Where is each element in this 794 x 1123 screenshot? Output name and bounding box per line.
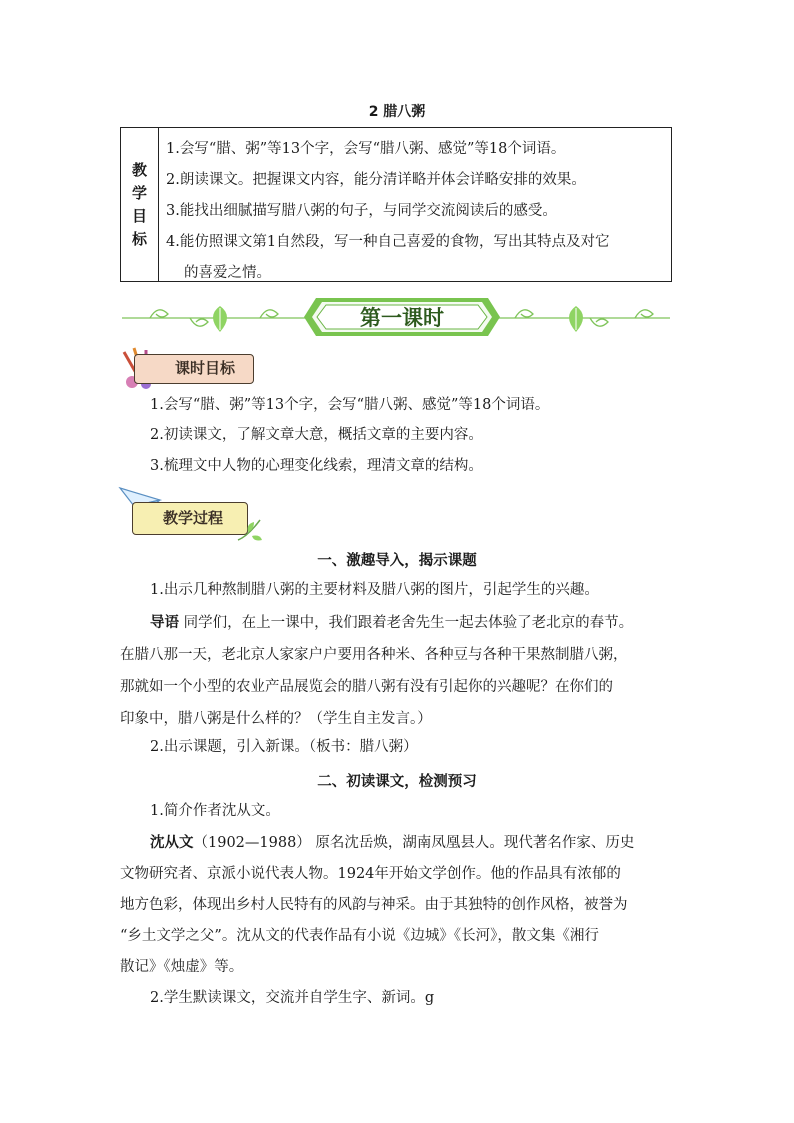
author-paragraph-first-line	[150, 829, 634, 857]
teaching-goals-list	[166, 134, 671, 289]
intro-paragraph-first-line	[150, 609, 633, 637]
goal-item: 2.朗读课文。把握课文内容，能分清详略并体会详略安排的效果。	[166, 172, 586, 188]
author-line: （1902—1988） 原名沈岳焕，湖南凤凰县人。现代著名作家、历史	[193, 835, 635, 851]
goal-item-continued: 的喜爱之情。	[184, 265, 271, 281]
first-lesson-banner	[120, 290, 672, 342]
author-name: 沈从文	[150, 835, 194, 851]
lesson-title: 2 腊八粥	[368, 104, 426, 120]
teaching-goals-table	[120, 127, 672, 282]
goals-label-char: 教	[131, 160, 147, 179]
teaching-goals-label	[121, 128, 159, 281]
goals-label-char: 目	[131, 206, 147, 225]
lesson-goals-badge: 课时目标	[134, 354, 254, 384]
goal-item: 4.能仿照课文第1自然段，写一种自己喜爱的食物，写出其特点及对它	[166, 234, 610, 250]
goals-label-char: 学	[131, 183, 147, 202]
lesson-goal-item: 2.初读课文，了解文章大意，概括文章的主要内容。	[150, 427, 483, 443]
section1-paragraph-1: 1.出示几种熬制腊八粥的主要材料及腊八粥的图片，引起学生的兴趣。	[150, 582, 599, 598]
banner-label: 第一课时	[360, 306, 444, 330]
goals-label-char: 标	[131, 229, 147, 248]
goal-item: 1.会写“腊、粥”等13个字，会写“腊八粥、感觉”等18个词语。	[166, 141, 566, 157]
author-line: 地方色彩，体现出乡村人民特有的风韵与神采。由于其独特的创作风格，被誉为	[120, 897, 628, 913]
section-heading-1: 一、激趣导入，揭示课题	[317, 553, 477, 569]
section-heading-2: 二、初读课文，检测预习	[317, 774, 477, 790]
author-line: 散记》《烛虚》等。	[120, 959, 244, 975]
section1-paragraph-2: 2.出示课题，引入新课。（板书：腊八粥）	[150, 739, 418, 755]
lesson-goal-item: 1.会写“腊、粥”等13个字，会写“腊八粥、感觉”等18个词语。	[150, 397, 550, 413]
author-line: 文物研究者、京派小说代表人物。1924年开始文学创作。他的作品具有浓郁的	[120, 866, 621, 882]
section2-paragraph-2: 2.学生默读课文，交流并自学生字、新词。g	[150, 990, 435, 1006]
intro-line: 在腊八那一天，老北京人家家户户要用各种米、各种豆与各种干果熬制腊八粥，	[120, 647, 628, 663]
intro-line: 那就如一个小型的农业产品展览会的腊八粥有没有引起你的兴趣呢？在你们的	[120, 679, 613, 695]
section2-paragraph-1: 1.简介作者沈从文。	[150, 803, 280, 819]
teaching-process-badge: 教学过程	[132, 502, 248, 535]
leaf-sprig-icon	[234, 514, 264, 544]
intro-line: 印象中，腊八粥是什么样的？（学生自主发言。）	[120, 711, 432, 727]
author-line: “乡土文学之父”。沈从文的代表作品有小说《边城》《长河》，散文集《湘行	[120, 928, 599, 944]
intro-label: 导语	[150, 615, 179, 631]
goal-item: 3.能找出细腻描写腊八粥的句子，与同学交流阅读后的感受。	[166, 203, 557, 219]
intro-line: 同学们，在上一课中，我们跟着老舍先生一起去体验了老北京的春节。	[183, 615, 634, 631]
lesson-goal-item: 3.梳理文中人物的心理变化线索，理清文章的结构。	[150, 458, 483, 474]
